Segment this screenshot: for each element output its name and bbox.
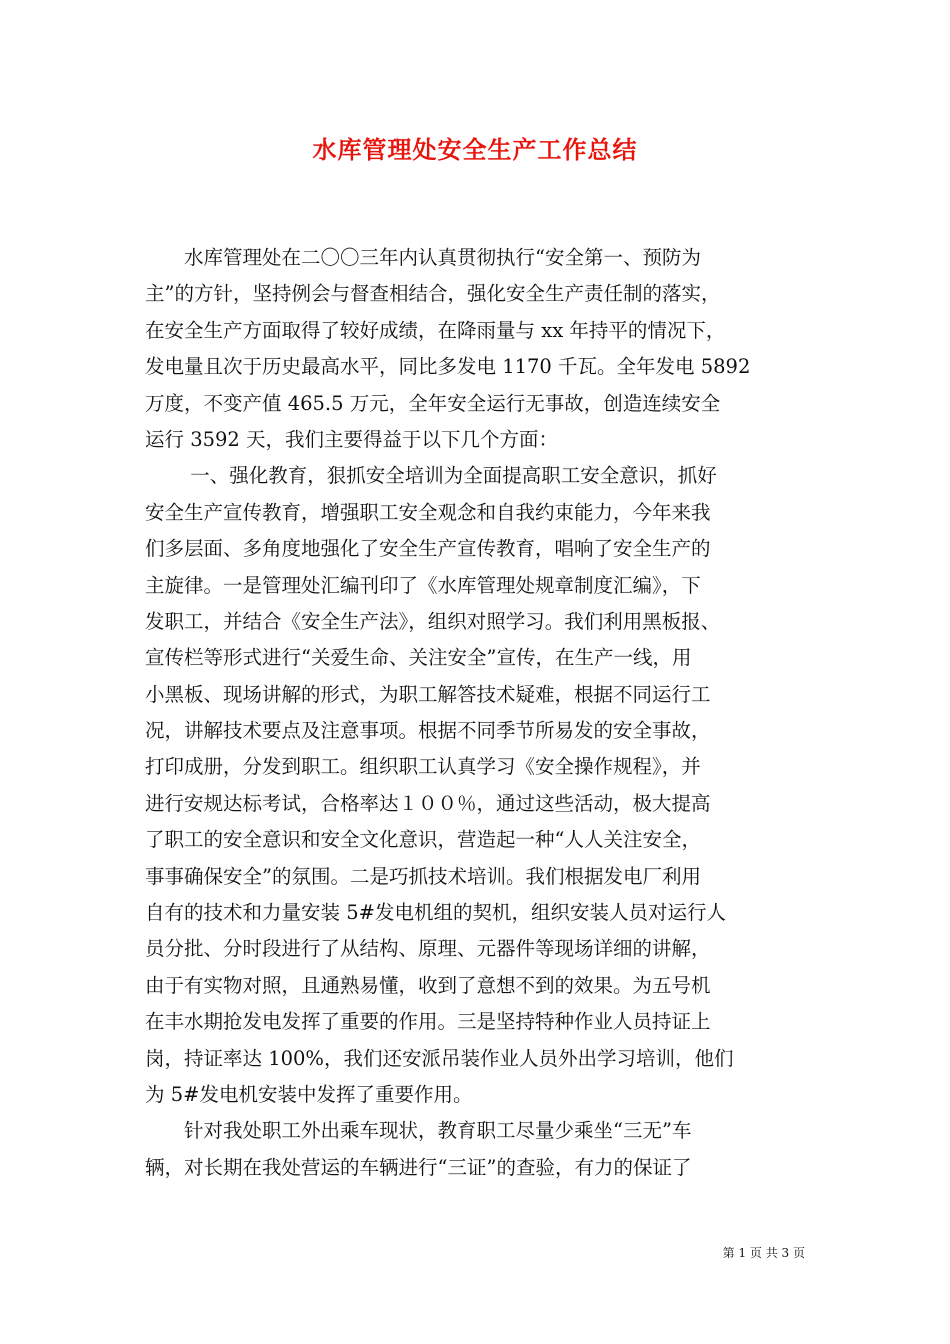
body-line: 由于有实物对照，且通熟易懂，收到了意想不到的效果。为五号机 (145, 973, 711, 997)
body-line: 岗，持证率达 100%，我们还安派吊装作业人员外出学习培训，他们 (145, 1046, 734, 1070)
document-body (145, 240, 805, 1186)
body-line: 事事确保安全”的氛围。二是巧抓技术培训。我们根据发电厂利用 (145, 864, 701, 888)
body-line: 发职工，并结合《安全生产法》，组织对照学习。我们利用黑板报、 (145, 609, 721, 633)
body-line: 自有的技术和力量安装 5#发电机组的契机，组织安装人员对运行人 (145, 901, 726, 925)
body-line: 主”的方针，坚持例会与督查相结合，强化安全生产责任制的落实， (145, 282, 721, 306)
body-line: 况，讲解技术要点及注意事项。根据不同季节所易发的安全事故， (145, 719, 711, 743)
body-line: 水库管理处在二〇〇三年内认真贯彻执行“安全第一、预防为 (145, 246, 701, 269)
body-line: 发电量且次于历史最高水平，同比多发电 1170 千瓦。全年发电 5892 (145, 355, 751, 379)
body-line: 们多层面、多角度地强化了安全生产宣传教育，唱响了安全生产的 (145, 537, 711, 561)
body-line: 打印成册，分发到职工。组织职工认真学习《安全操作规程》，并 (145, 755, 701, 779)
body-line: 针对我处职工外出乘车现状，教育职工尽量少乘坐“三无”车 (145, 1119, 692, 1143)
body-line: 辆，对长期在我处营运的车辆进行“三证”的查验，有力的保证了 (145, 1155, 692, 1179)
document-title: 水库管理处安全生产工作总结 (312, 135, 638, 164)
body-line: 一、强化教育，狠抓安全培训为全面提高职工安全意识，抓好 (145, 464, 717, 488)
body-line: 安全生产宣传教育，增强职工安全观念和自我约束能力，今年来我 (145, 500, 711, 524)
body-line: 万度，不变产值 465.5 万元，全年安全运行无事故，创造连续安全 (145, 391, 721, 415)
body-line: 在安全生产方面取得了较好成绩，在降雨量与 xx 年持平的情况下， (145, 318, 726, 342)
body-line: 主旋律。一是管理处汇编刊印了《水库管理处规章制度汇编》，下 (145, 573, 701, 597)
body-line: 了职工的安全意识和安全文化意识，营造起一种“人人关注安全， (145, 828, 701, 852)
body-line: 员分批、分时段进行了从结构、原理、元器件等现场详细的讲解， (145, 937, 711, 961)
body-line: 运行 3592 天，我们主要得益于以下几个方面： (145, 427, 559, 451)
page-number-label: 第 1 页 共 3 页 (722, 1246, 805, 1260)
body-line: 在丰水期抢发电发挥了重要的作用。三是坚持特种作业人员持证上 (145, 1010, 711, 1034)
body-line: 小黑板、现场讲解的形式，为职工解答技术疑难，根据不同运行工 (145, 682, 711, 706)
body-line: 为 5#发电机安装中发挥了重要作用。 (145, 1082, 473, 1106)
body-line: 宣传栏等形式进行“关爱生命、关注安全”宣传，在生产一线，用 (145, 646, 692, 670)
page-footer (723, 1245, 805, 1261)
body-line: 进行安规达标考试，合格率达１００％，通过这些活动，极大提高 (145, 791, 711, 815)
